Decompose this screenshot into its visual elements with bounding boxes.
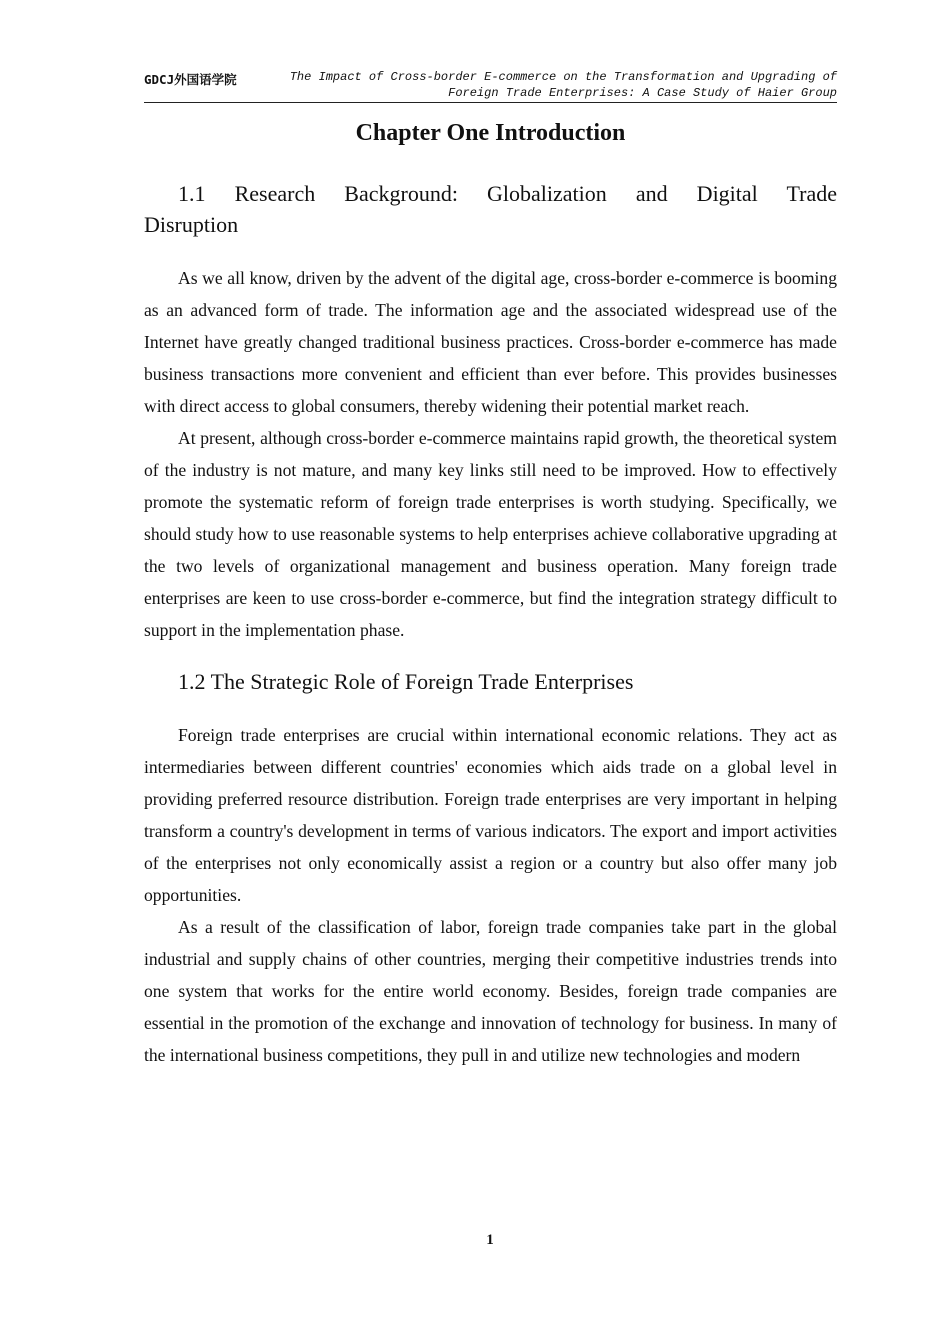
header-title-line-2: Foreign Trade Enterprises: A Case Study of Haier Group <box>448 86 837 100</box>
paragraph: Foreign trade enterprises are crucial within international economic relations. They act as intermediaries between different countries' economies which aids trade on a global level in providing preferred resource distribution. Foreign trade enterprises are very important in helping transform a country's development in terms of various indicators. The export and import activities of the enterprises not only economically assist a region or a country but also offer many job opportunities. <box>144 725 837 905</box>
document-body <box>144 178 837 1071</box>
page-header <box>144 68 837 103</box>
page-number: 1 <box>486 1232 494 1248</box>
paragraph: As we all know, driven by the advent of the digital age, cross-border e-commerce is booming as an advanced form of trade. The information age and the associated widespread use of the Internet have greatly changed traditional business practices. Cross-border e-commerce has made business transactions more convenient and efficient than ever before. This provides businesses with direct access to global consumers, thereby widening their potential market reach. <box>144 268 837 416</box>
paragraph: As a result of the classification of labor, foreign trade companies take part in the global industrial and supply chains of other countries, merging their competitive industries trends into one system that works for the entire world economy. Besides, foreign trade companies are essential in the promotion of the exchange and innovation of technology for business. In many of the international business competitions, they pull in and utilize new technologies and modern <box>144 917 837 1065</box>
section-heading-1-2: 1.2 The Strategic Role of Foreign Trade Enterprises <box>178 669 634 694</box>
paragraph: At present, although cross-border e-commerce maintains rapid growth, the theoretical system of the industry is not mature, and many key links still need to be improved. How to effectively promote the systematic reform of foreign trade enterprises is worth studying. Specifically, we should study how to use reasonable systems to help enterprises achieve collaborative upgrading at the two levels of organizational management and business operation. Many foreign trade enterprises are keen to use cross-border e-commerce, but find the integration strategy difficult to support in the implementation phase. <box>144 428 837 640</box>
header-title-line-1: The Impact of Cross-border E-commerce on the Transformation and Upgrading of <box>289 70 837 84</box>
chapter-title: Chapter One Introduction <box>355 120 626 146</box>
header-institution: GDCJ外国语学院 <box>144 72 237 87</box>
header-thesis-title <box>277 69 837 101</box>
section-heading-1-1: 1.1 Research Background: Globalization and Digital Trade Disruption <box>144 181 837 237</box>
